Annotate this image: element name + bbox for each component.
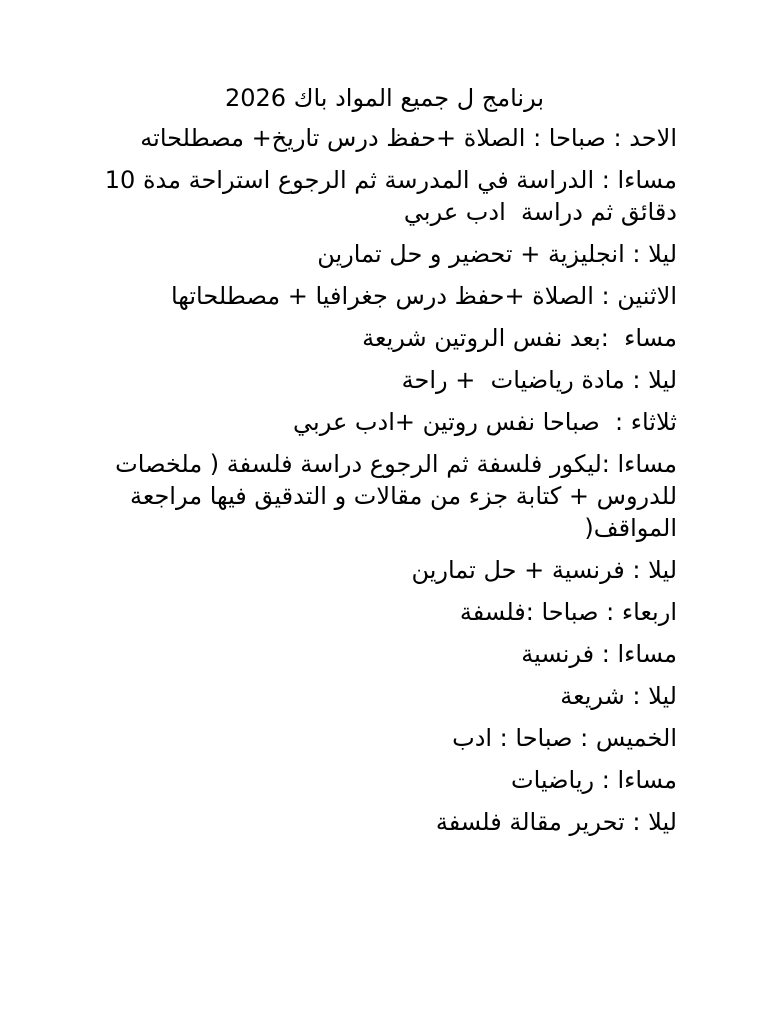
paragraph-thursday-evening: مساءا : رياضيات	[511, 766, 677, 794]
paragraph-thursday-morning: الخميس : صباحا : ادب	[452, 724, 677, 752]
paragraph-sunday-night: ليلا : انجليزية + تحضير و حل تمارين	[317, 240, 677, 268]
paragraph-wednesday-evening: مساءا : فرنسية	[521, 640, 677, 668]
paragraph-sunday-morning: الاحد : صباحا : الصلاة +حفظ درس تاريخ+ مصطلحاته	[140, 124, 677, 152]
paragraph-monday-night: ليلا : مادة رياضيات + راحة	[401, 366, 677, 394]
paragraph-monday-evening: مساء :بعد نفس الروتين شريعة	[362, 324, 677, 352]
paragraph-thursday-night: ليلا : تحرير مقالة فلسفة	[435, 808, 677, 836]
paragraph-wednesday-morning: اربعاء : صباحا :فلسفة	[459, 598, 677, 626]
document-title: برنامج ل جميع المواد باك 2026	[224, 84, 545, 112]
paragraph-tuesday-evening: مساءا :ليكور فلسفة ثم الرجوع دراسة فلسفة ( ملخصات للدروس + كتابة جزء من مقالات و التدقيق فيها مراجعة المواقف(	[107, 450, 677, 542]
document-body	[92, 82, 677, 848]
paragraph-sunday-evening: مساءا : الدراسة في المدرسة ثم الرجوع استراحة مدة 10 دقائق ثم دراسة ادب عربي	[97, 166, 677, 226]
paragraph-tuesday-morning: ثلاثاء : صباحا نفس روتين +ادب عربي	[293, 408, 677, 436]
paragraph-monday-morning: الاثنين : الصلاة +حفظ درس جغرافيا + مصطلحاتها	[170, 282, 677, 310]
paragraph-tuesday-night: ليلا : فرنسية + حل تمارين	[411, 556, 677, 584]
paragraph-wednesday-night: ليلا : شريعة	[560, 682, 677, 710]
